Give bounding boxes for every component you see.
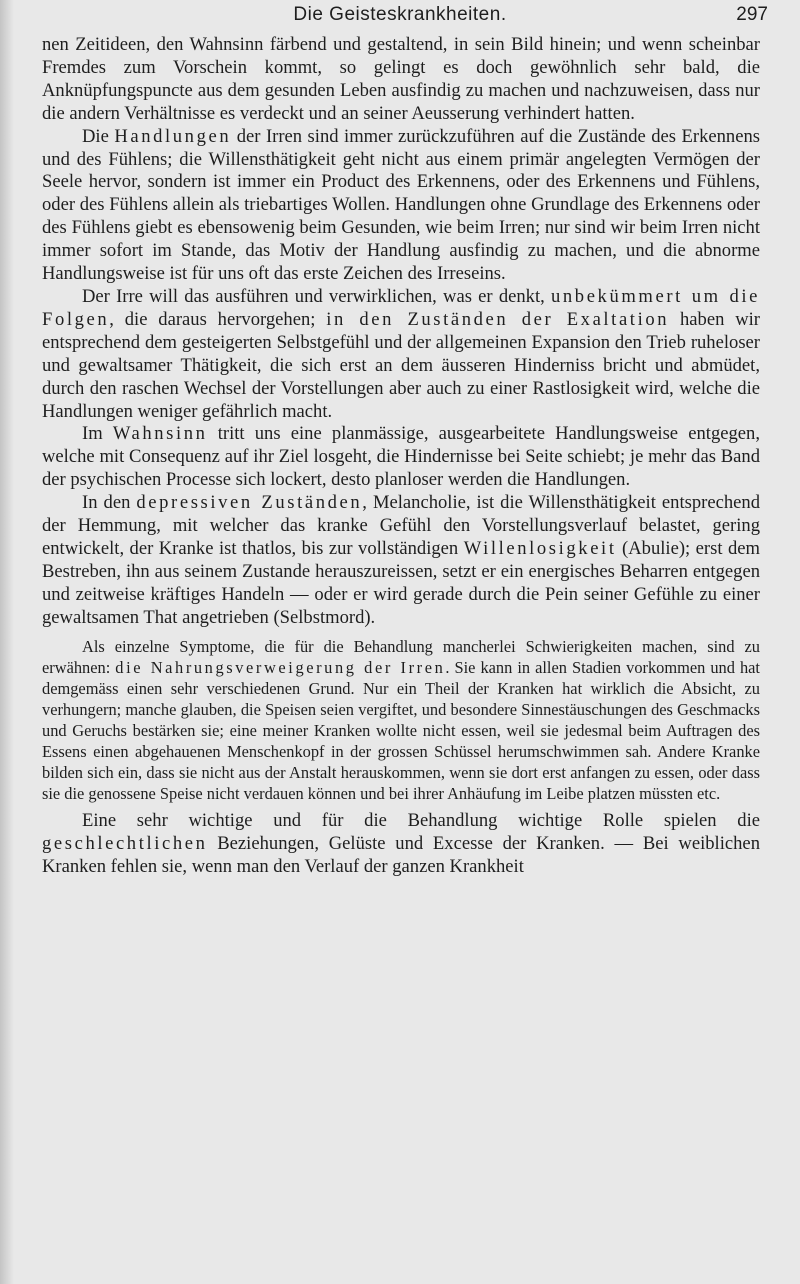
emphasis-geschlechtlichen: geschlechtlichen — [42, 833, 208, 855]
emphasis-unbekuemmert: unbekümmert um die Folgen — [42, 285, 760, 330]
emphasis-handlungen: Handlungen — [114, 125, 232, 147]
emphasis-exaltation: in den Zuständen der Exaltation — [326, 308, 670, 330]
paragraph-exaltation — [42, 286, 760, 423]
running-title: Die Geisteskrankheiten. — [293, 4, 507, 25]
text-run: Eine sehr wichtige und für die Behandlung wichtige Rolle spielen die — [82, 810, 760, 832]
text-run: , Melancholie, ist die Willensthätigkeit entsprechend der Hemmung, mit welcher das kranke Gefühl den Vorstellungsverlauf belastet, gering entwickelt, der Kranke ist thatlos, bis zur vollständigen — [42, 492, 760, 559]
text-run: In den — [82, 492, 137, 514]
text-run: Beziehungen, Gelüste und Excesse der Kranken. — Bei weiblichen Kranken fehlen sie, wenn man den Verlauf der ganzen Krankheit — [42, 833, 760, 878]
text-run: der Irren sind immer zurückzuführen auf die Zustände des Erkennens und des Fühlens; die Willensthätigkeit geht nicht aus einem primär angelegten Vermögen der Seele hervor, sondern ist immer ein Product des Erkennens, oder des Erkennens und Fühlens, oder des Fühlens allein als triebartiges Wollen. Handlungen ohne Grundlage des Erkennens oder des Fühlens giebt es ebensowenig beim Gesunden, wie beim Irren; nur sind wir beim Irren nicht immer sofort im Stande, das Motiv der Handlung ausfindig zu machen, und die abnorme Handlungsweise ist für uns oft das erste Zeichen des Irreseins. — [42, 125, 760, 285]
text-run: Der Irre will das ausführen und verwirklichen, was er denkt, — [82, 285, 551, 307]
emphasis-wahnsinn: Wahnsinn — [112, 423, 208, 445]
text-run: nen Zeitideen, den Wahnsinn färbend und gestaltend, in sein Bild hinein; und wenn scheinbar Fremdes zum Vorschein kommt, so gelingt es doch gewöhnlich sehr bald, die Anknüpfungspuncte aus dem gesunden Leben ausfindig zu machen und nachzuweisen, dass nur die andern Verhältnisse es verdeckt und an seiner Aeusserung verhindert hatten. — [42, 34, 760, 124]
text-run: . Sie kann in allen Stadien vorkommen und hat demgemäss einen sehr verschiedenen Grund. Nur ein Theil der Kranken hat wirklich die Absicht, zu verhungern; manche glauben, die Speisen seien vergiftet, und besondere Sinnestäuschungen des Geschmacks und Geruchs bestärken sie; eine meiner Kranken wollte nicht essen, weil sie jedesmal beim Auftragen des Essens einen abgehauenen Menschenkopf in der grossen Schüssel herumschwimmen sah. Andere Kranke bilden sich ein, dass sie nicht aus der Anstalt herauskommen, wenn sie dort erst anfangen zu essen, oder dass sie die genossene Speise nicht verdauen können und bei ihrer Anhäufung im Leibe platzen müssten etc. — [42, 657, 760, 804]
emphasis-willenlosigkeit: Willenlosigkeit — [463, 537, 617, 559]
paragraph-wahnsinn — [42, 423, 760, 492]
running-head — [0, 4, 800, 30]
text-run: Als einzelne Symptome, die für die Behandlung mancherlei Schwierigkeiten machen, sind zu erwähnen: — [42, 636, 760, 677]
paragraph-nahrungsverweigerung — [42, 636, 760, 805]
text-run: (Abulie); erst dem Bestreben, ihn aus seinem Zustande herauszureissen, setzt er ein energisches Beharren entgegen und zeitweise kräftiges Handeln — oder er wird gerade durch die Pein seiner Gefühle zu einer gewaltsamen That angetrieben (Selbstmord). — [42, 537, 760, 628]
text-run: haben wir entsprechend dem gesteigerten Selbstgefühl und der allgemeinen Expansion den Trieb ruheloser und gewaltsamer Thätigkeit, die sich erst an dem äusseren Hinderniss bricht und abmüdet, durch den raschen Wechsel der Vorstellungen aber auch zu einer Rastlosigkeit wird, welche die Handlungen weniger gefährlich macht. — [42, 308, 760, 422]
gutter-shadow — [0, 0, 14, 1284]
text-run: , die daraus hervorgehen; — [109, 308, 327, 330]
page-number: 297 — [736, 4, 768, 25]
text-run: Im — [82, 423, 113, 445]
body-text — [42, 34, 760, 879]
paragraph-continuation — [42, 34, 760, 126]
text-run: tritt uns eine planmässige, ausgearbeitete Handlungsweise entgegen, welche mit Consequenz auf ihr Ziel losgeht, die Hindernisse bei Seite schiebt; je mehr das Band der psychischen Processe sich lockert, desto planloser werden die Handlungen. — [42, 423, 760, 491]
emphasis-nahrungsverweigerung: die Nahrungsverweigerung der Irren — [115, 657, 446, 677]
paragraph-handlungen — [42, 126, 760, 286]
text-run: Die — [82, 125, 115, 147]
paragraph-geschlechtlich — [42, 810, 760, 879]
paragraph-depressive — [42, 492, 760, 629]
emphasis-depressiven-zustaenden: depressiven Zuständen — [136, 492, 363, 514]
